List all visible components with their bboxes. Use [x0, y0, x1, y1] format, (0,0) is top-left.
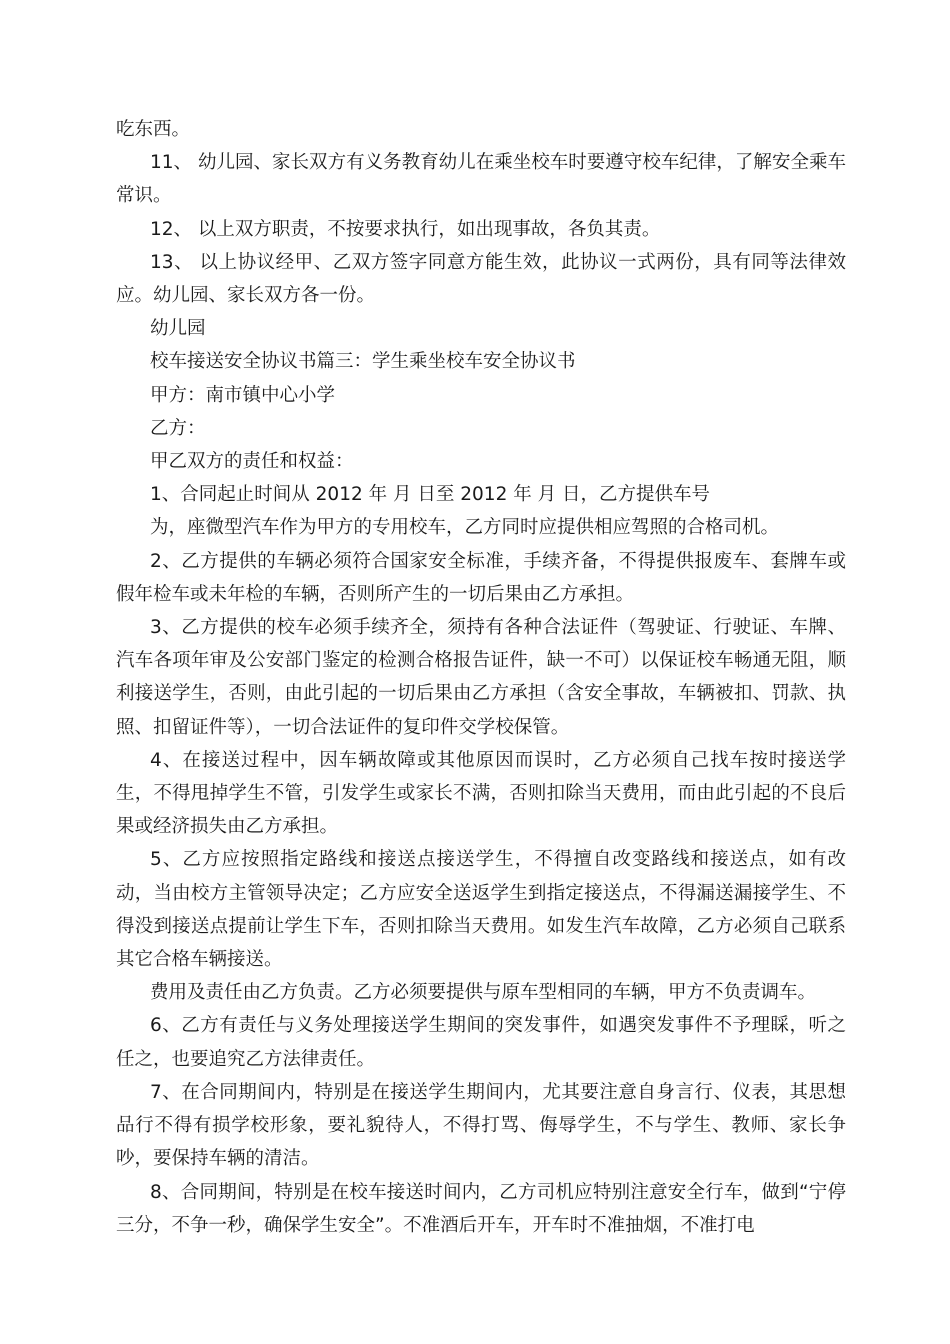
paragraph: 乙方：: [150, 417, 206, 439]
paragraph: 2、乙方提供的车辆必须符合国家安全标准，手续齐备，不得提供报废车、套牌车或假年检车或未年检的车辆，否则所产生的一切后果由乙方承担。: [116, 550, 846, 605]
paragraph: 为，座微型汽车作为甲方的专用校车，乙方同时应提供相应驾照的合格司机。: [150, 517, 780, 539]
paragraph: 4、在接送过程中，因车辆故障或其他原因而误时，乙方必须自己找车按时接送学生，不得甩掉学生不管，引发学生或家长不满，否则扣除当天费用，而由此引起的不良后果或经济损失由乙方承担。: [116, 749, 846, 838]
paragraph: 8、合同期间，特别是在校车接送时间内，乙方司机应特别注意安全行车，做到“宁停三分，不争一秒，确保学生安全”。不准酒后开车，开车时不准抽烟，不准打电: [116, 1181, 846, 1236]
paragraph: 1、合同起止时间从 2012 年 月 日至 2012 年 月 日，乙方提供车号: [150, 484, 710, 506]
paragraph: 11、 幼儿园、家长双方有义务教育幼儿在乘坐校车时要遵守校车纪律，了解安全乘车常识。: [116, 152, 846, 207]
paragraph: 费用及责任由乙方负责。乙方必须要提供与原车型相同的车辆，甲方不负责调车。: [150, 982, 817, 1004]
paragraph: 吃东西。: [116, 119, 191, 140]
paragraph: 3、乙方提供的校车必须手续齐全，须持有各种合法证件（驾驶证、行驶证、车牌、汽车各项年审及公安部门鉴定的检测合格报告证件，缺一不可）以保证校车畅通无阻，顺利接送学生，否则，由此引起的一切后果由乙方承担（含安全事故，车辆被扣、罚款、执照、扣留证件等），一切合法证件的复印件交学校保管。: [116, 617, 846, 738]
paragraph: 幼儿园: [150, 318, 206, 340]
paragraph: 6、乙方有责任与义务处理接送学生期间的突发事件，如遇突发事件不予理睬，听之任之，也要追究乙方法律责任。: [116, 1015, 846, 1070]
document-body: [116, 113, 846, 1242]
paragraph: 甲乙双方的责任和权益：: [150, 451, 354, 473]
paragraph: 甲方：南市镇中心小学: [150, 384, 336, 406]
paragraph: 校车接送安全协议书篇三：学生乘坐校车安全协议书: [150, 351, 576, 373]
paragraph: 12、 以上双方职责，不按要求执行，如出现事故，各负其责。: [150, 218, 661, 240]
paragraph: 7、在合同期间内，特别是在接送学生期间内，尤其要注意自身言行、仪表，其思想品行不得有损学校形象，要礼貌待人，不得打骂、侮辱学生，不与学生、教师、家长争吵，要保持车辆的清洁。: [116, 1081, 846, 1170]
paragraph: 13、 以上协议经甲、乙双方签字同意方能生效，此协议一式两份，具有同等法律效应。幼儿园、家长双方各一份。: [116, 251, 846, 307]
paragraph: 5、乙方应按照指定路线和接送点接送学生，不得擅自改变路线和接送点，如有改动，当由校方主管领导决定；乙方应安全送返学生到指定接送点，不得漏送漏接学生、不得没到接送点提前让学生下车，否则扣除当天费用。如发生汽车故障，乙方必须自己联系其它合格车辆接送。: [116, 849, 846, 971]
